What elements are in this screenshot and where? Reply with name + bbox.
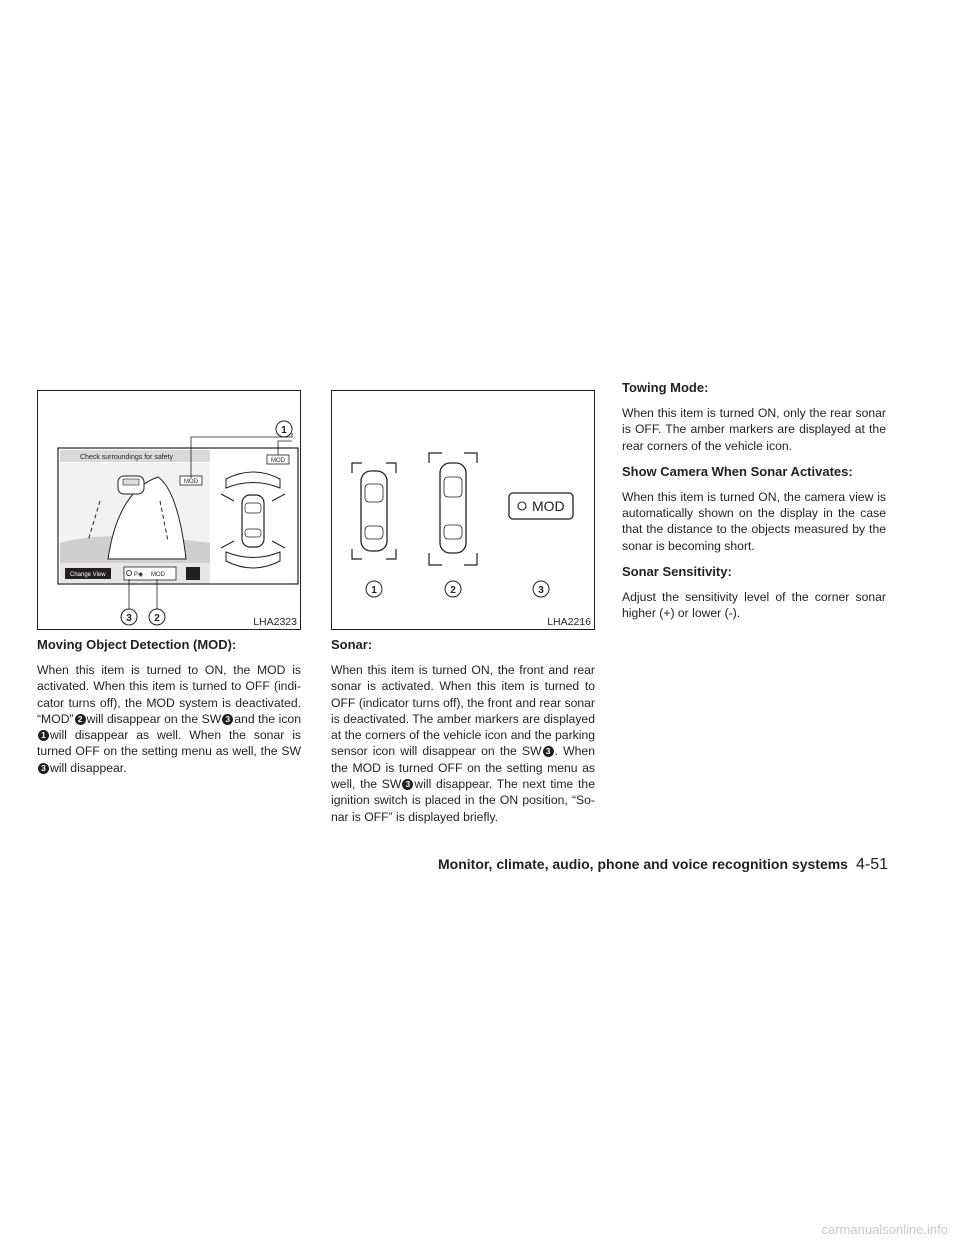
callout-2 [445,581,461,597]
sensitivity-heading: Sonar Sensitivity: [622,564,732,580]
screen-header-text: Check surroundings for safety [80,454,173,461]
callout-2-inline: 2 [75,714,86,725]
svg-text:1: 1 [281,425,287,436]
column-right [622,380,886,632]
callout-3-inline: 3 [38,763,49,774]
callout-3-inline: 3 [402,779,413,790]
mod-display-illustration [38,391,300,629]
column-left [37,390,301,786]
figure-mod-display [37,390,301,630]
callout-3 [533,581,549,597]
mod-paragraph: When this item is turned to ON, the MOD is activated. When this item is turned to OFF (indi-cator turns off), the MOD system is deactivated. “MOD” 2 will disappear on the SW 3 and the icon1 will disappear as well. When the sonar is turned OFF on the setting menu as well, the SW3 will disappear. [37,663,301,775]
svg-text:2: 2 [154,613,160,624]
towing-paragraph: When this item is turned ON, only the rear sonar is OFF. The amber markers are displayed at the rear corners of the vehicle icon. [622,406,886,453]
sensitivity-paragraph: Adjust the sensitivity level of the corner sonar higher (+) or lower (-). [622,590,886,621]
callout-1 [276,421,292,437]
towing-heading: Towing Mode: [622,380,709,395]
callout-2 [149,609,165,625]
sonar-heading: Sonar: [331,637,373,652]
camera-heading: Show Camera When Sonar Activates: [622,463,853,479]
svg-text:P◉ ·: P◉ · [134,572,147,578]
sw-mod-label: MOD [151,572,165,578]
svg-text:2: 2 [450,585,456,596]
svg-text:3: 3 [126,613,132,624]
figure-code: LHA2216 [547,616,591,628]
svg-text:1: 1 [371,585,377,596]
car-icon-sonar-on [352,463,396,559]
callout-1-inline: 1 [38,730,49,741]
change-view-label: Change View [70,572,106,578]
figure-code: LHA2323 [253,616,297,628]
sonar-paragraph: When this item is turned ON, the front and rear sonar is activated. When this item is turned to OFF (indicator turns off), the front and rear sonar is deactivated. The amber markers are displayed at the corners of the vehicle icon and the parking sensor icon will disappear on the SW 3 . When the MOD is turned OFF on the setting menu as well, the SW 3 will disappear. The next time the ignition switch is placed in the ON position, “So-nar is OFF” is displayed briefly. [331,663,595,824]
mod-button-label: MOD [532,498,565,514]
callout-3 [121,609,137,625]
mod-label-side: MOD [271,458,285,464]
camera-paragraph: When this item is turned ON, the camera view is automatically shown on the display in the case that the distance to the objects measured by the sonar is becoming short. [622,489,886,553]
mod-switch-button[interactable] [509,493,573,519]
callout-3-inline: 3 [222,714,233,725]
callout-3-inline: 3 [543,746,554,757]
callout-1 [366,581,382,597]
person-icon [186,567,200,580]
car-icon-sonar-markers [429,453,477,565]
column-middle [331,390,595,835]
watermark: carmanualsonline.info [821,1222,948,1237]
footer-title: Monitor, climate, audio, phone and voice recognition systems [438,856,848,872]
figure-sonar [331,390,595,630]
svg-text:3: 3 [538,585,544,596]
mod-heading: Moving Object Detection (MOD): [37,637,237,652]
mod-label-main: MOD [184,479,198,485]
car-rear-icon [118,476,144,494]
car-top-icon [242,495,264,547]
page-number: 4-51 [855,856,888,873]
sonar-illustration [332,391,594,629]
page-footer [438,856,888,874]
